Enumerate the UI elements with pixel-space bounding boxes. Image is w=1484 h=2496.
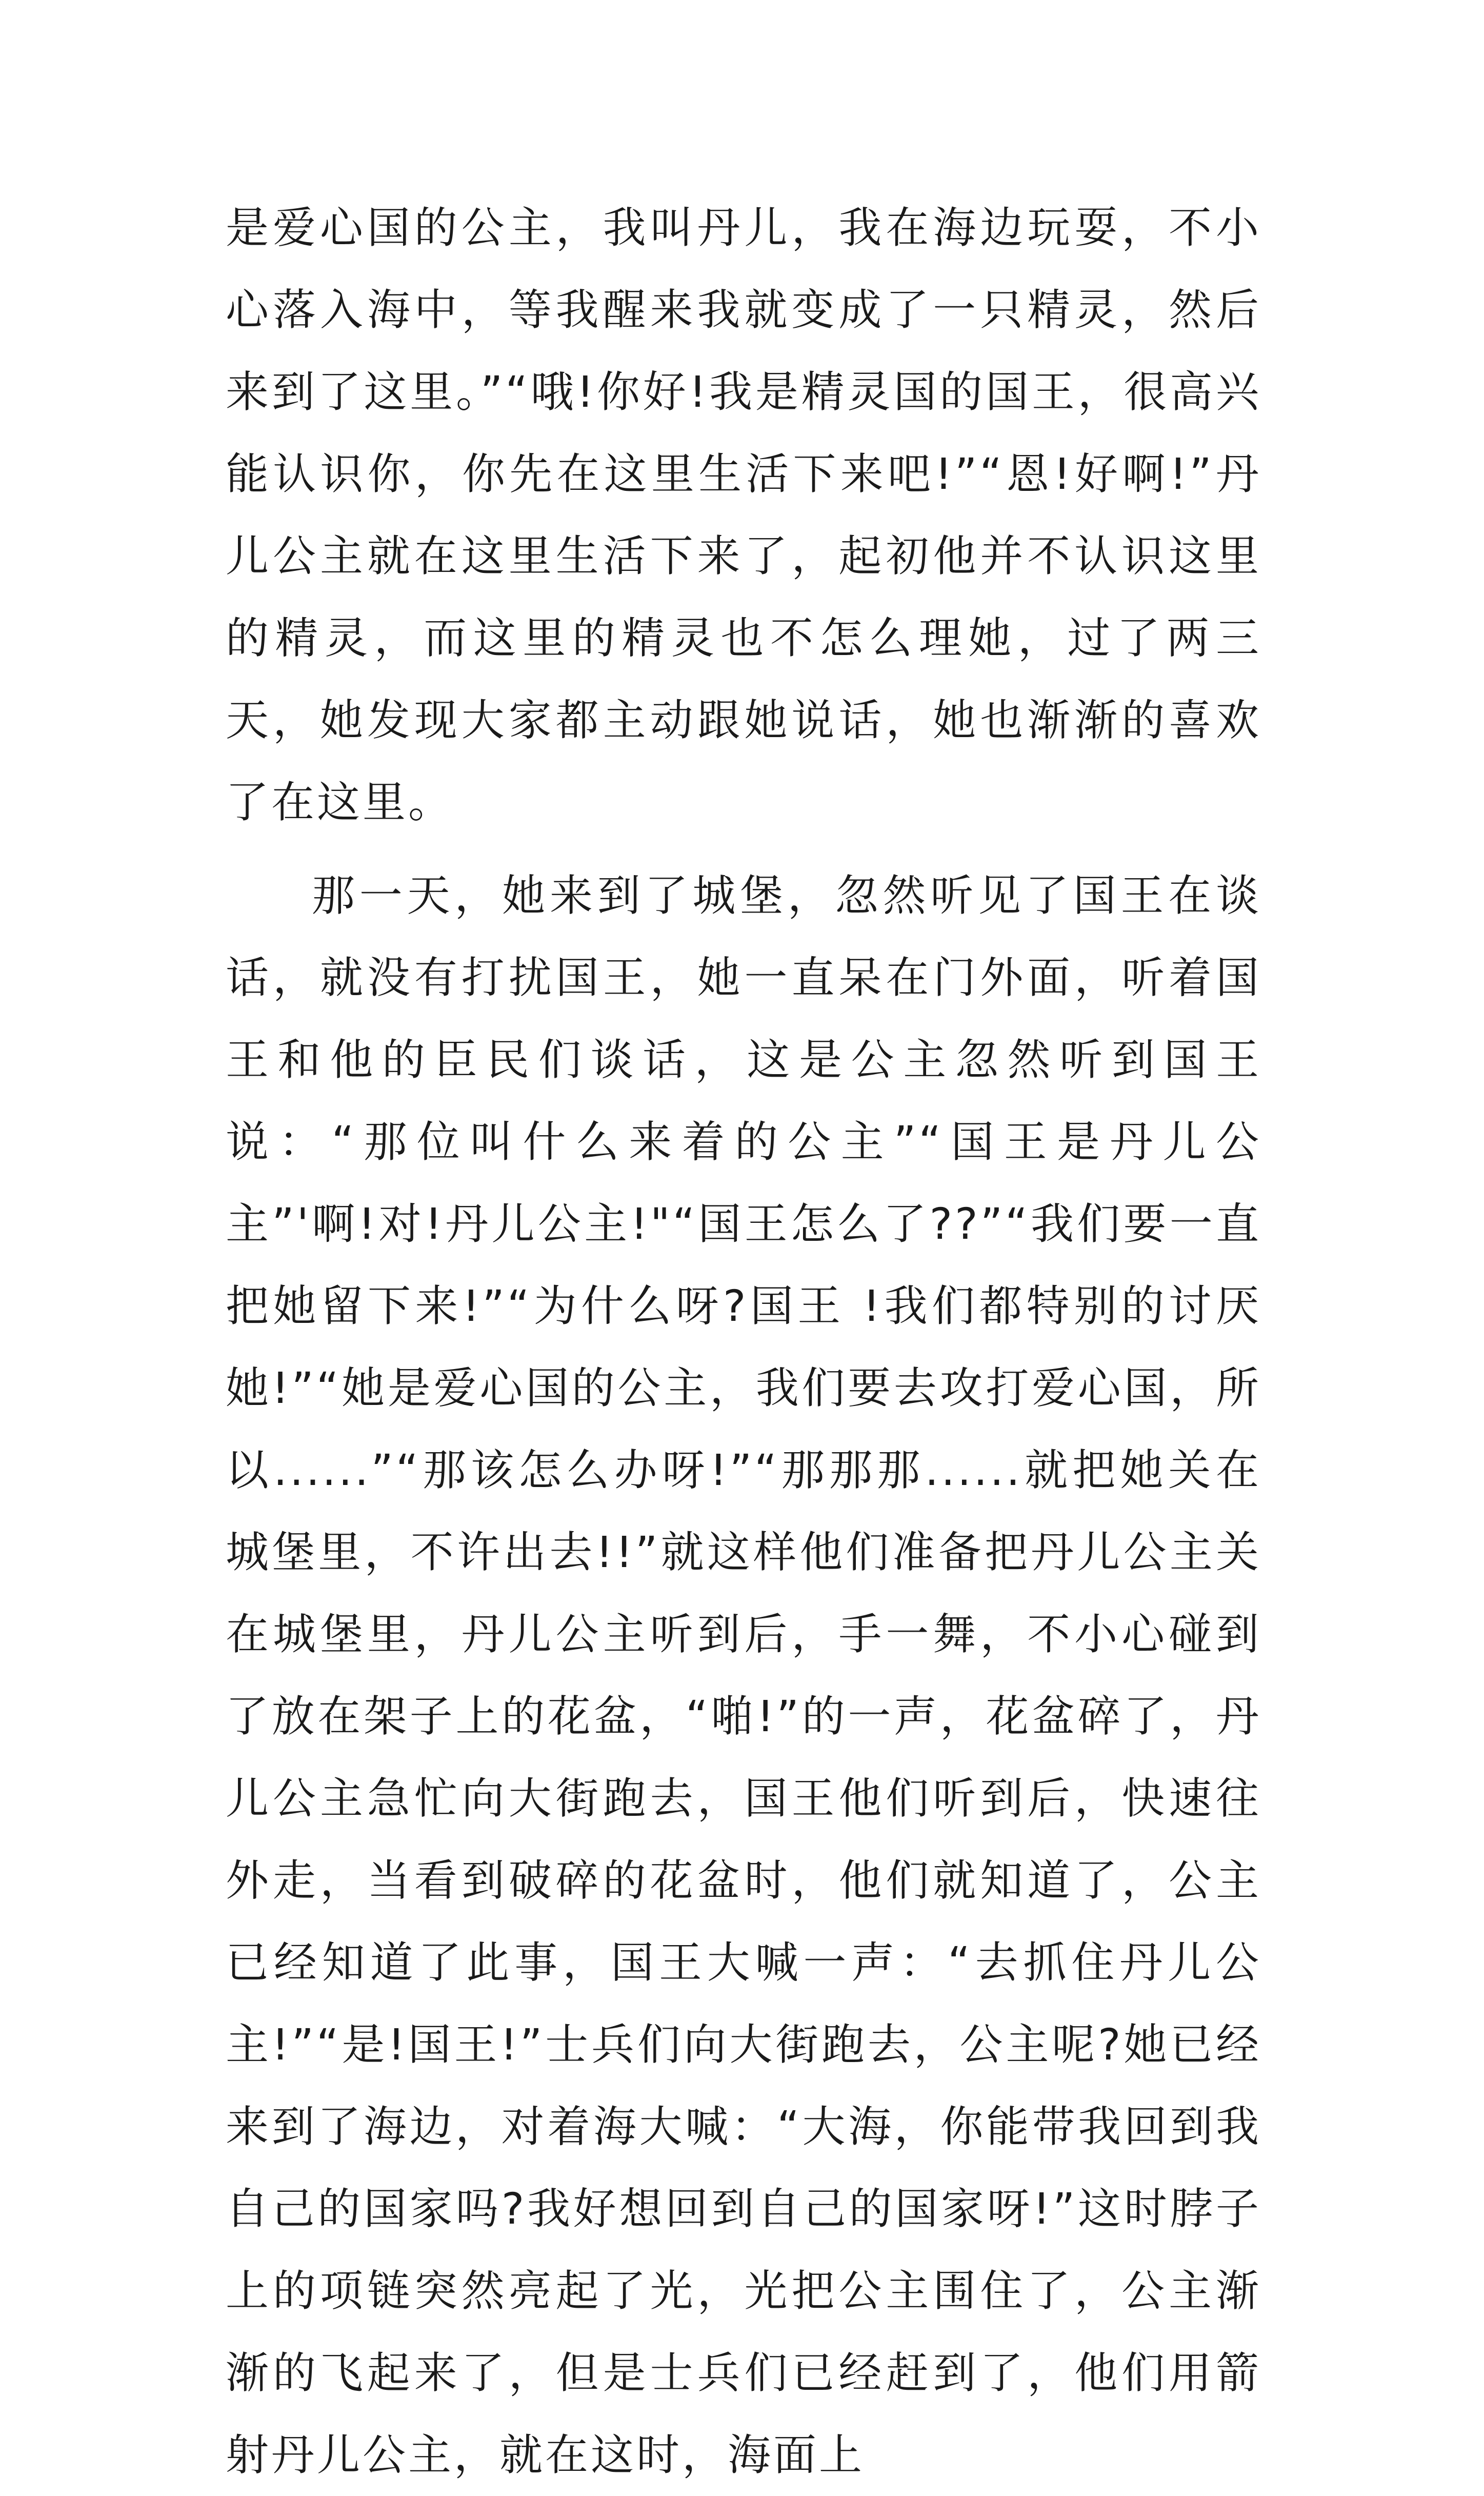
paragraph-2: 那一天，她来到了城堡，忽然听见了国王在谈话，就没有打扰国王，她一直呆在门外面，听着国王和他的臣民们谈话，这是公主忽然听到国王说：“那位叫什么来着的公主”“国王是丹儿公主”'啊!对!丹儿公主!"“国王怎么了??”“我们要一直把她留下来!”“为什么呀?国王 !我们都特别的讨厌她!”“她是爱心国的公主，我们要去攻打爱心国，所以......”“那该怎么办呀!”“那那那......就把她关在城堡里，不许出去!!”就这样他们准备把丹儿公主关在城堡里，丹儿公主听到后，手一舞，不小心碰到了放在架子上的花盆，“啪!”的一声，花盆碎了，丹儿公主急忙向大街跑去，国王他们听到后，快速往外走，当看到破碎的花盆时，他们就知道了，公主已经知道了此事，国王大喊一声：“去抓住丹儿公主!”“是!国王!”士兵们向大街跑去，公主呢?她已经来到了海边，对着海大喊：“大海，你能带我回到我自己的国家吗?我好想回到自己的国家呀!”这时脖子上的项链突然亮起了光，光把公主围住了，公主渐渐的飞起来了，但是士兵们已经赶到了，他们用箭射丹儿公主，就在这时，海面上 — [226, 870, 1261, 2480]
body-text — [226, 187, 1261, 2496]
paragraph-1: 是爱心国的公主，我叫丹儿，我在海边玩耍，不小心落入海中，等我醒来我就变成了一只精灵，然后来到了这里。”“哦!你好!我是精灵国的国王，很高兴能认识你，你先在这里生活下来吧!”“恩!好啊!”丹儿公主就在这里生活下来了，起初他并不认识这里的精灵，而这里的精灵也不怎么理她，过了两三天，她发现大家都主动跟她说话，她也渐渐的喜欢了在这里。 — [226, 203, 1261, 827]
